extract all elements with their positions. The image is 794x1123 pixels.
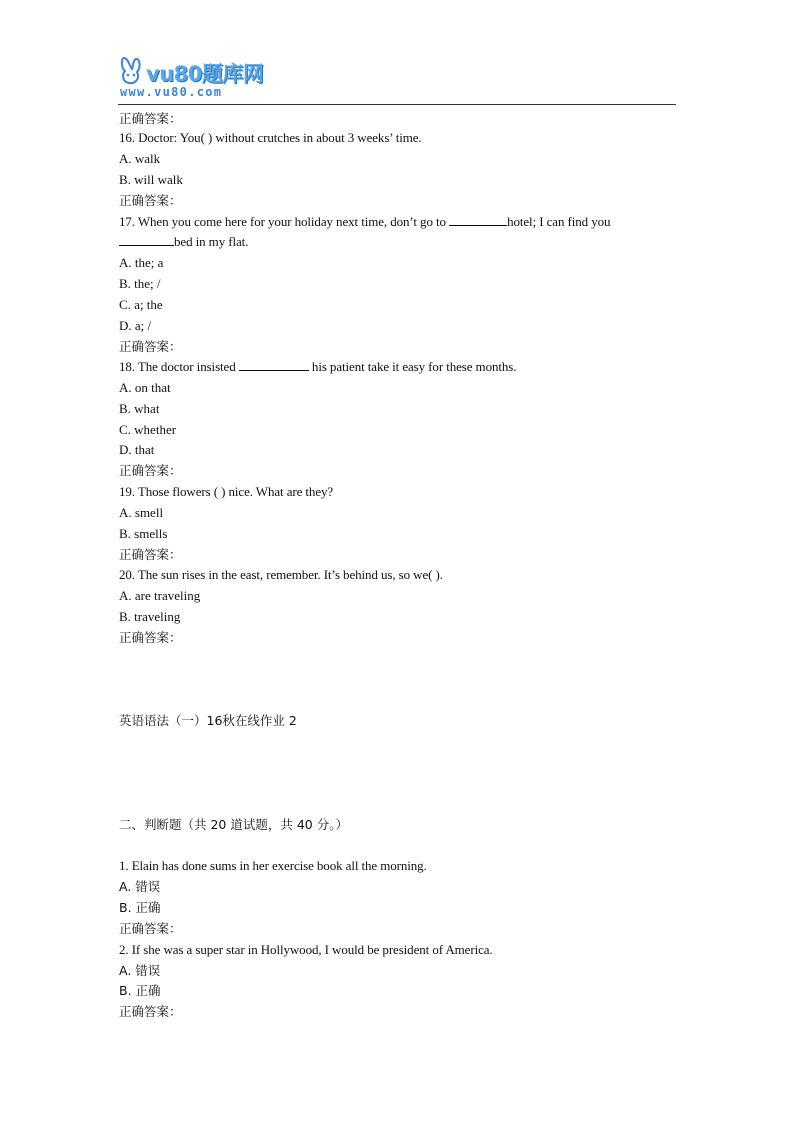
question-17-stem-part2: hotel; I can find you	[507, 214, 611, 229]
question-17-option-d: D. a; /	[119, 318, 152, 333]
question-18-stem-part1: 18. The doctor insisted	[119, 359, 239, 374]
question-18-stem	[119, 359, 516, 375]
judgment-1-option-a: A. 错误	[119, 879, 161, 894]
answer-label: 正确答案：	[119, 463, 182, 478]
answer-blank	[239, 359, 309, 371]
judgment-1-option-b: B. 正确	[119, 900, 161, 915]
question-19-stem: 19. Those flowers ( ) nice. What are they?	[119, 484, 334, 499]
answer-label: 正确答案：	[119, 921, 182, 936]
section-heading: 二、判断题（共 20 道试题，共 40 分。）	[119, 817, 348, 832]
question-17-option-c: C. a; the	[119, 297, 163, 312]
answer-label: 正确答案：	[119, 111, 182, 126]
bunny-icon	[118, 56, 146, 86]
answer-label: 正确答案：	[119, 630, 182, 645]
question-18-option-a: A. on that	[119, 380, 171, 395]
judgment-2-stem: 2. If she was a super star in Hollywood, I would be president of America.	[119, 942, 493, 957]
answer-blank	[119, 234, 174, 246]
question-16-stem: 16. Doctor: You( ) without crutches in about 3 weeks’ time.	[119, 130, 422, 145]
answer-label: 正确答案：	[119, 339, 182, 354]
logo-brand-text: vu80题库网	[146, 62, 264, 86]
question-17-stem-line1	[119, 214, 610, 230]
question-19-option-a: A. smell	[119, 505, 164, 520]
question-18-option-b: B. what	[119, 401, 160, 416]
question-17-stem-line2	[119, 234, 248, 250]
judgment-1-stem: 1. Elain has done sums in her exercise book all the morning.	[119, 858, 427, 873]
question-17-stem-part1: 17. When you come here for your holiday next time, don’t go to	[119, 214, 450, 229]
question-16-option-b: B. will walk	[119, 172, 183, 187]
answer-blank	[449, 214, 507, 226]
question-20-option-a: A. are traveling	[119, 588, 201, 603]
assignment-title: 英语语法（一）16秋在线作业 2	[119, 713, 297, 728]
question-18-option-c: C. whether	[119, 422, 177, 437]
header-divider	[118, 104, 676, 105]
judgment-2-option-a: A. 错误	[119, 963, 161, 978]
question-18-option-d: D. that	[119, 442, 155, 457]
judgment-2-option-b: B. 正确	[119, 983, 161, 998]
answer-label: 正确答案：	[119, 193, 182, 208]
logo-url-text: www.vu80.com	[120, 85, 223, 99]
question-16-option-a: A. walk	[119, 151, 161, 166]
answer-label: 正确答案：	[119, 1004, 182, 1019]
vu80-logo	[118, 52, 288, 102]
question-17-option-a: A. the; a	[119, 255, 164, 270]
question-20-option-b: B. traveling	[119, 609, 181, 624]
question-20-stem: 20. The sun rises in the east, remember. It’s behind us, so we( ).	[119, 567, 443, 582]
answer-label: 正确答案：	[119, 547, 182, 562]
question-19-option-b: B. smells	[119, 526, 168, 541]
page-header	[118, 52, 676, 106]
question-18-stem-part2: his patient take it easy for these months.	[308, 359, 517, 374]
question-17-stem-part3: bed in my flat.	[174, 234, 249, 249]
question-17-option-b: B. the; /	[119, 276, 161, 291]
